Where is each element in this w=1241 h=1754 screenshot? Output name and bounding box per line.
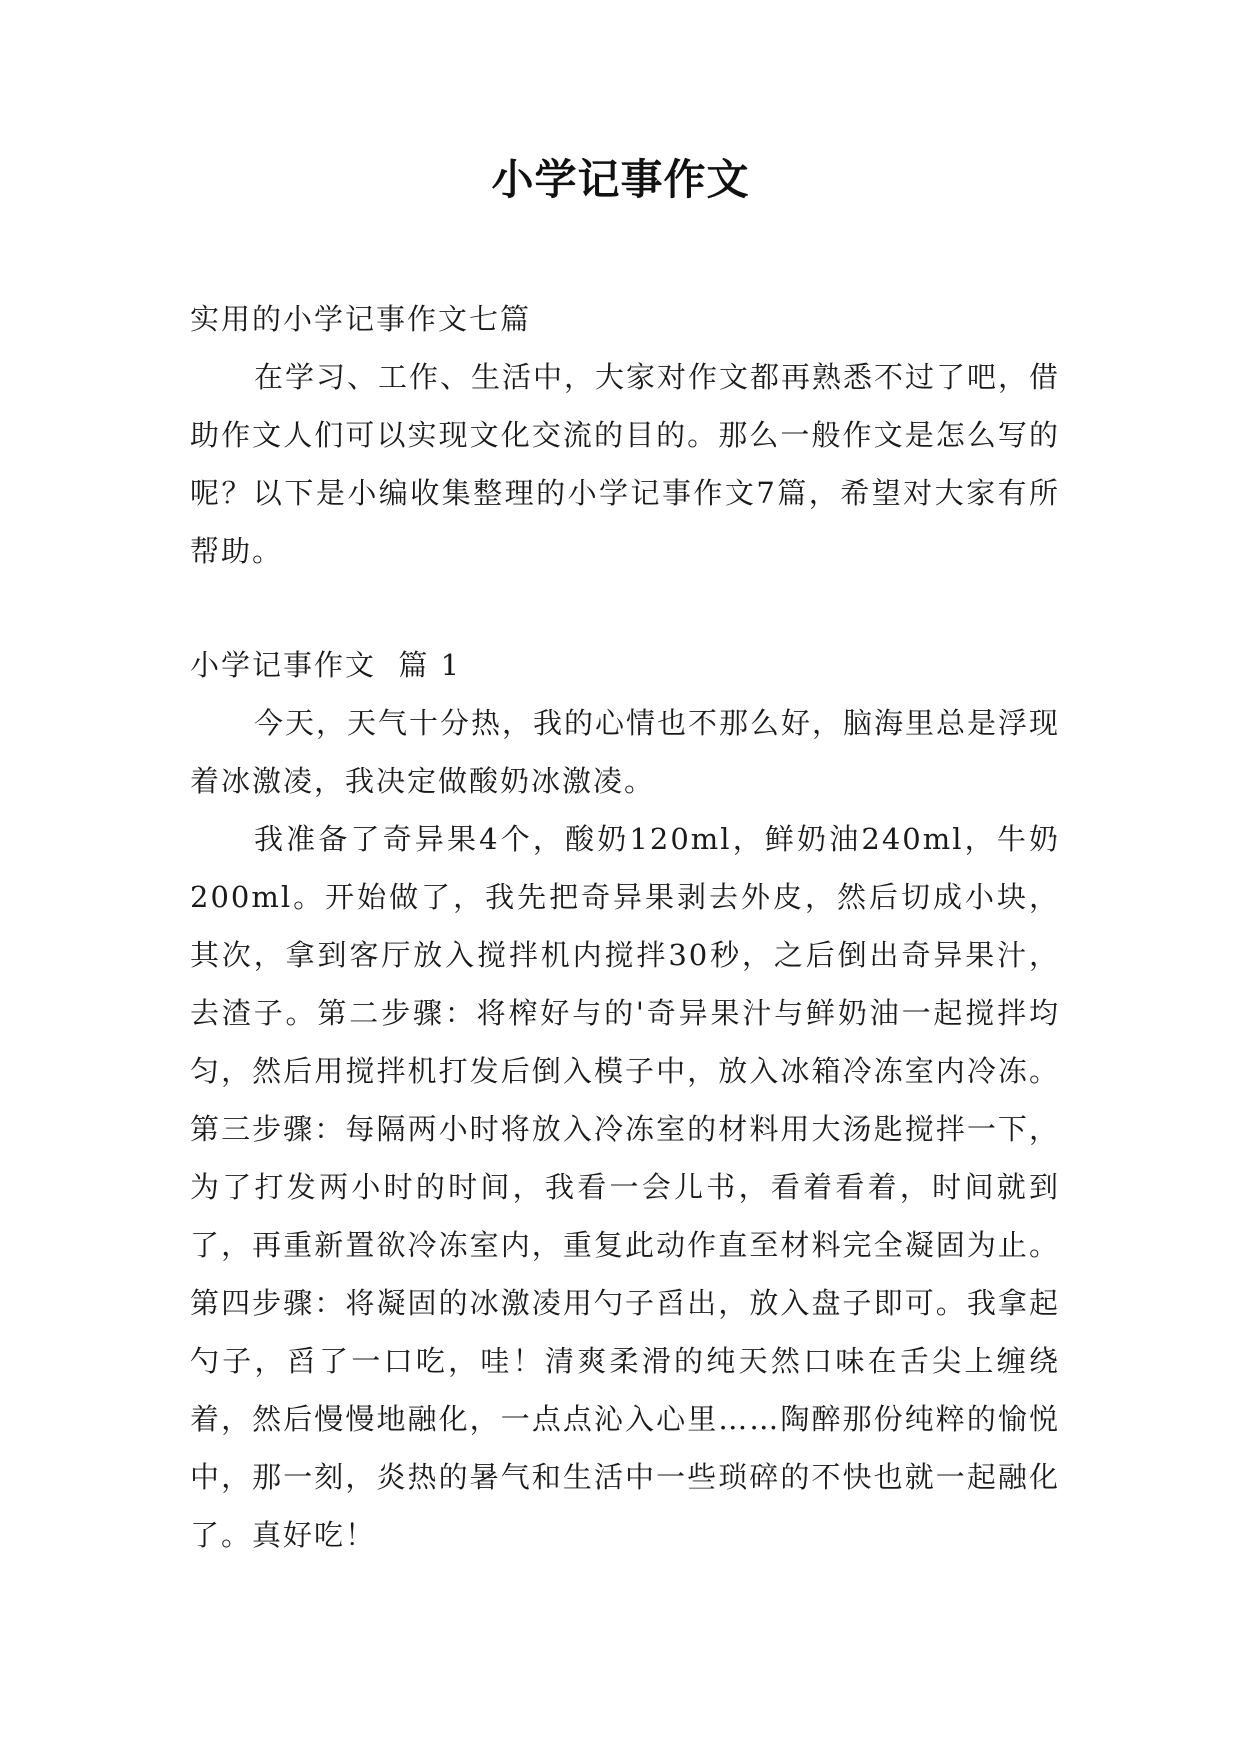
body-paragraph-1: 今天，天气十分热，我的心情也不那么好，脑海里总是浮现着冰激凌，我决定做酸奶冰激凌。 — [190, 706, 1061, 798]
section-spacer — [190, 580, 1060, 636]
document-body — [190, 290, 1060, 1564]
document-subtitle: 实用的小学记事作文七篇 — [190, 302, 532, 336]
section-heading: 小学记事作文 篇 1 — [190, 648, 462, 682]
body-paragraph-2: 我准备了奇异果4个，酸奶120ml，鲜奶油240ml，牛奶200ml。开始做了，我先把奇异果剥去外皮，然后切成小块，其次，拿到客厅放入搅拌机内搅拌30秒，之后倒出奇异果汁，去渣子。第二步骤：将榨好与的'奇异果汁与鲜奶油一起搅拌均匀，然后用搅拌机打发后倒入模子中，放入冰箱冷冻室内冷冻。第三步骤：每隔两小时将放入冷冻室的材料用大汤匙搅拌一下，为了打发两小时的时间，我看一会儿书，看着看着，时间就到了，再重新置欲冷冻室内，重复此动作直至材料完全凝固为止。第四步骤：将凝固的冰激凌用勺子舀出，放入盘子即可。我拿起勺子，舀了一口吃，哇！清爽柔滑的纯天然口味在舌尖上缠绕着，然后慢慢地融化，一点点沁入心里……陶醉那份纯粹的愉悦中，那一刻，炎热的暑气和生活中一些琐碎的不快也就一起融化了。真好吃！ — [190, 822, 1060, 1552]
intro-paragraph: 在学习、工作、生活中，大家对作文都再熟悉不过了吧，借助作文人们可以实现文化交流的目的。那么一般作文是怎么写的呢？以下是小编收集整理的小学记事作文7篇，希望对大家有所帮助。 — [190, 360, 1061, 568]
document-title: 小学记事作文 — [491, 155, 750, 204]
